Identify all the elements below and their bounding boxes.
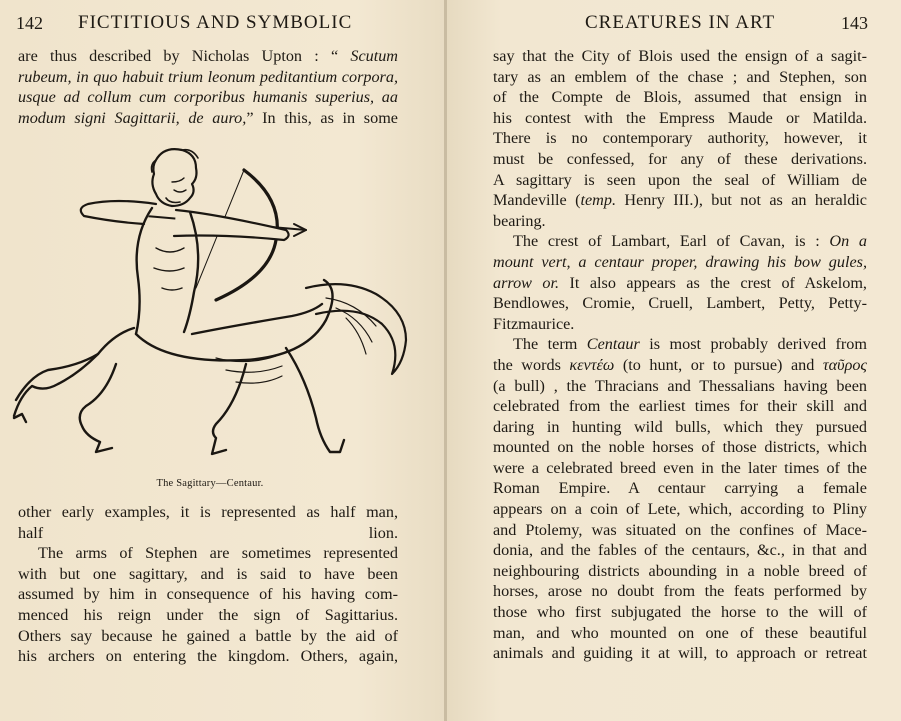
left-top-paragraph <box>18 46 398 128</box>
text-line <box>18 523 398 544</box>
text-line <box>493 355 867 376</box>
text-segment: (to hunt, or to pursue) and <box>614 355 823 374</box>
text-line <box>493 46 867 67</box>
text-line <box>18 87 398 108</box>
text-line <box>493 499 867 520</box>
text-segment: Roman Empire. A centaur carrying a female <box>493 479 867 498</box>
text-line <box>18 584 398 605</box>
text-segment: other early examples, it is represented as half man, <box>18 503 398 521</box>
right-page <box>447 0 901 721</box>
text-segment: appears on a coin of Lete, which, according to Pliny <box>493 500 867 519</box>
text-line <box>493 458 867 479</box>
text-line <box>18 564 398 585</box>
text-segment: It also appears as the crest of Askelom, <box>559 273 867 292</box>
text-segment: with but one sagittary, and is said to have been <box>18 564 398 583</box>
text-segment: bearing. <box>493 211 546 230</box>
text-segment: The term <box>513 335 587 354</box>
text-line <box>493 417 867 438</box>
text-segment: man, and who mounted on one of these beautiful <box>493 623 867 642</box>
text-segment: tary as an emblem of the chase ; and Stephen, son <box>493 67 867 86</box>
text-line <box>18 605 398 626</box>
text-line <box>493 190 867 211</box>
text-line <box>493 128 867 149</box>
italic-text: ταῦρος <box>822 355 867 374</box>
text-line <box>18 502 398 523</box>
text-segment: Henry III.), but not as an heraldic <box>616 191 867 210</box>
text-segment: There is no contemporary authority, however, it <box>493 129 867 148</box>
text-line <box>493 478 867 499</box>
text-line <box>493 643 867 664</box>
text-segment: his archers on entering the kingdom. Others, again, <box>18 647 398 666</box>
text-segment: The arms of Stephen are sometimes represented <box>38 544 398 563</box>
text-segment: The crest of Lambart, Earl of Cavan, is : <box>513 232 830 251</box>
text-line <box>18 108 398 129</box>
italic-text: On a <box>829 232 867 251</box>
text-line <box>493 623 867 644</box>
text-line <box>18 67 398 88</box>
left-page <box>0 0 445 721</box>
text-segment: those who first subjugated the horse to the will of <box>493 603 867 622</box>
text-segment: his contest with the Empress Maude or Matilda. <box>493 108 867 127</box>
text-line <box>493 314 867 335</box>
left-page-number: 142 <box>16 13 43 33</box>
text-segment: menced his reign under the sign of Sagittarius. <box>18 605 398 624</box>
text-line <box>493 293 867 314</box>
text-segment: donia, and the fables of the centaurs, &c., in that and <box>493 541 867 560</box>
left-bottom-paragraph <box>18 502 398 667</box>
text-segment: of the Compte de Blois, assumed that ensign in <box>493 88 867 107</box>
text-segment: celebrated from the earliest times for their skill and <box>493 397 867 416</box>
text-segment: say that the City of Blois used the ensign of a sagit- <box>493 47 867 65</box>
text-segment: mounted on the noble horses of those districts, which <box>493 438 867 457</box>
italic-text: modum signi Sagittarii, de auro, <box>18 108 247 127</box>
figure-caption: The Sagittary—Centaur. <box>156 478 264 489</box>
italic-text: Scutum <box>350 47 398 65</box>
text-line <box>493 87 867 108</box>
text-segment: Mandeville ( <box>493 191 581 210</box>
right-running-head: CREATURES IN ART <box>585 12 776 33</box>
text-segment: daring in hunting wild bulls, which they pursued <box>493 417 867 436</box>
text-line <box>18 46 398 67</box>
text-line <box>493 67 867 88</box>
text-line <box>493 252 867 273</box>
text-line <box>18 626 398 647</box>
text-line <box>493 581 867 602</box>
text-segment: A sagittary is seen upon the seal of William de <box>493 170 867 189</box>
text-segment: is most probably derived from <box>639 335 867 354</box>
text-line <box>493 561 867 582</box>
text-line <box>18 646 398 667</box>
text-segment: assumed by him in consequence of his having com- <box>18 585 398 604</box>
centaur-illustration <box>6 138 426 483</box>
text-line <box>493 149 867 170</box>
text-line <box>493 273 867 294</box>
text-segment: Others say because he gained a battle by the aid of <box>18 626 398 645</box>
text-segment: and Ptolemy, was situated on the confines of Mace- <box>493 520 867 539</box>
text-line <box>493 396 867 417</box>
left-running-head: FICTITIOUS AND SYMBOLIC <box>78 12 353 33</box>
text-line <box>493 520 867 541</box>
italic-text: Centaur <box>586 335 640 354</box>
text-line <box>493 437 867 458</box>
text-segment: neighbouring districts abounding in a noble breed of <box>493 561 867 580</box>
text-segment: the words <box>493 355 570 374</box>
italic-text: rubeum, in quo habuit trium leonum peditantium corpora, <box>18 67 398 86</box>
text-segment: animals and guiding it at will, to approach or retreat <box>493 644 867 663</box>
text-segment: must be confessed, for any of these derivations. <box>493 149 867 168</box>
text-line <box>493 211 867 232</box>
text-line <box>493 376 867 397</box>
text-line <box>493 334 867 355</box>
text-segment: ” In this, as in some <box>246 108 398 127</box>
italic-text: usque ad collum cum corporibus humanis superius, aa <box>18 88 398 107</box>
text-line <box>18 543 398 564</box>
italic-text: mount vert, a centaur proper, drawing his bow gules, <box>493 252 867 271</box>
text-line <box>493 170 867 191</box>
text-segment: half lion. <box>18 523 398 542</box>
text-segment: were a celebrated breed even in the later times of the <box>493 458 867 477</box>
italic-text: arrow or. <box>493 273 560 292</box>
italic-text: κεντέω <box>569 355 615 374</box>
right-body-text <box>493 46 867 664</box>
text-line <box>493 231 867 252</box>
italic-text: temp. <box>580 191 617 210</box>
text-segment: are thus described by Nicholas Upton : “ <box>18 47 351 65</box>
text-line <box>493 602 867 623</box>
text-segment: horses, arose no doubt from the feats performed by <box>493 582 867 601</box>
right-page-number: 143 <box>841 13 868 33</box>
text-segment: Bendlowes, Cromie, Cruell, Lambert, Petty, Petty- <box>493 294 867 313</box>
text-segment: (a bull) , the Thracians and Thessalians having been <box>493 376 867 395</box>
text-segment: Fitzmaurice. <box>493 314 575 333</box>
text-line <box>493 108 867 129</box>
text-line <box>493 540 867 561</box>
